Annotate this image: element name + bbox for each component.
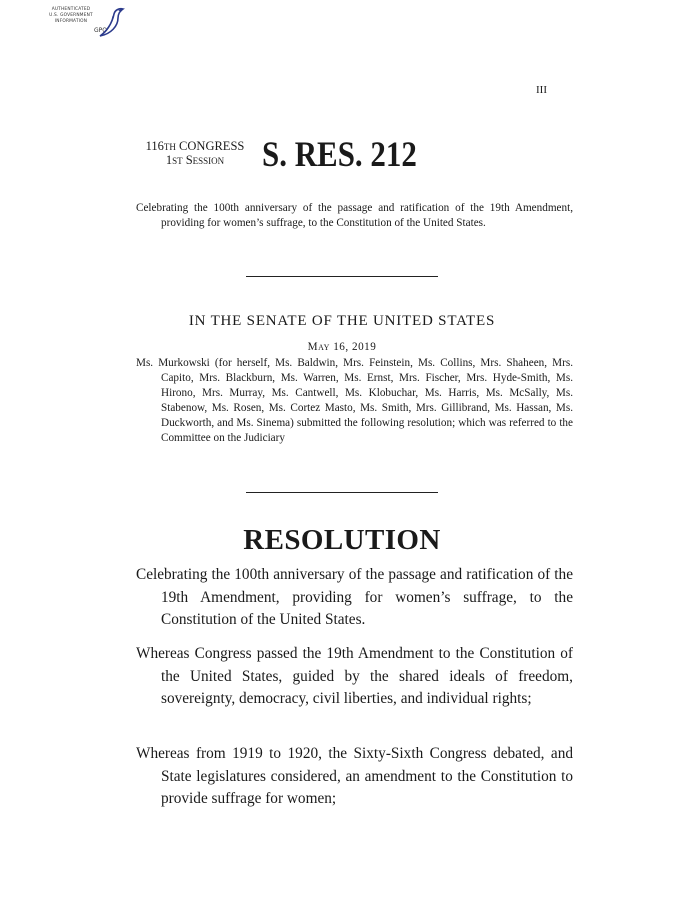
resolution-title-paragraph: Celebrating the 100th anniversary of the passage and ratification of the 19th Amendment, providing for women’s suffrage, to the Constitution of the United States. — [136, 566, 573, 629]
seal-text-line-3: INFORMATION — [54, 19, 88, 24]
seal-text-line-1: AUTHENTICATED — [51, 7, 91, 12]
session-label: 1st Session — [165, 153, 225, 167]
sponsors-paragraph: Ms. Murkowski (for herself, Ms. Baldwin, Mrs. Feinstein, Ms. Collins, Mrs. Shaheen, Mrs. Capito, Mrs. Blackburn, Ms. Warren, Ms. Ernst, Mrs. Fischer, Mrs. Hyde-Smith, Ms. Hirono, Mrs. Murray, Ms. Cantwell, Ms. Klobuchar, Ms. Harris, Ms. McSally, Ms. Stabenow, Ms. Rosen, Ms. Cortez Masto, Ms. Smith, Mrs. Gillibrand, Ms. Hassan, Ms. Duckworth, and Ms. Sinema) submitted the following resolution; which was referred to the Committee on the Judiciary — [136, 357, 573, 444]
seal-gpo-text: GPO — [94, 27, 107, 34]
bill-number: S. RES. 212 — [262, 134, 417, 174]
introduction-date: May 16, 2019 — [307, 341, 377, 353]
page-number: III — [536, 84, 547, 96]
bill-short-title: Celebrating the 100th anniversary of the passage and ratification of the 19th Amendment, providing for women’s suffrage, to the Constitution of the United States. — [136, 202, 573, 230]
whereas-clause-2: Whereas from 1919 to 1920, the Sixty-Sixth Congress debated, and State legislatures considered, an amendment to the Constitution to provide suffrage for women; — [136, 745, 573, 808]
resolution-heading: RESOLUTION — [243, 524, 441, 556]
seal-text-line-2: U.S. GOVERNMENT — [49, 13, 93, 18]
divider-rule-1 — [246, 276, 438, 277]
chamber-heading: IN THE SENATE OF THE UNITED STATES — [188, 313, 496, 329]
whereas-clause-1: Whereas Congress passed the 19th Amendment to the Constitution of the United States, guided by the shared ideals of freedom, sovereignty, democracy, civil liberties, and individual rights; — [136, 645, 573, 708]
eagle-icon — [96, 6, 126, 40]
congress-session-block — [136, 139, 254, 167]
divider-rule-2 — [246, 492, 438, 493]
congress-label: 116th CONGRESS — [145, 139, 245, 153]
gpo-authentication-seal — [40, 5, 126, 43]
